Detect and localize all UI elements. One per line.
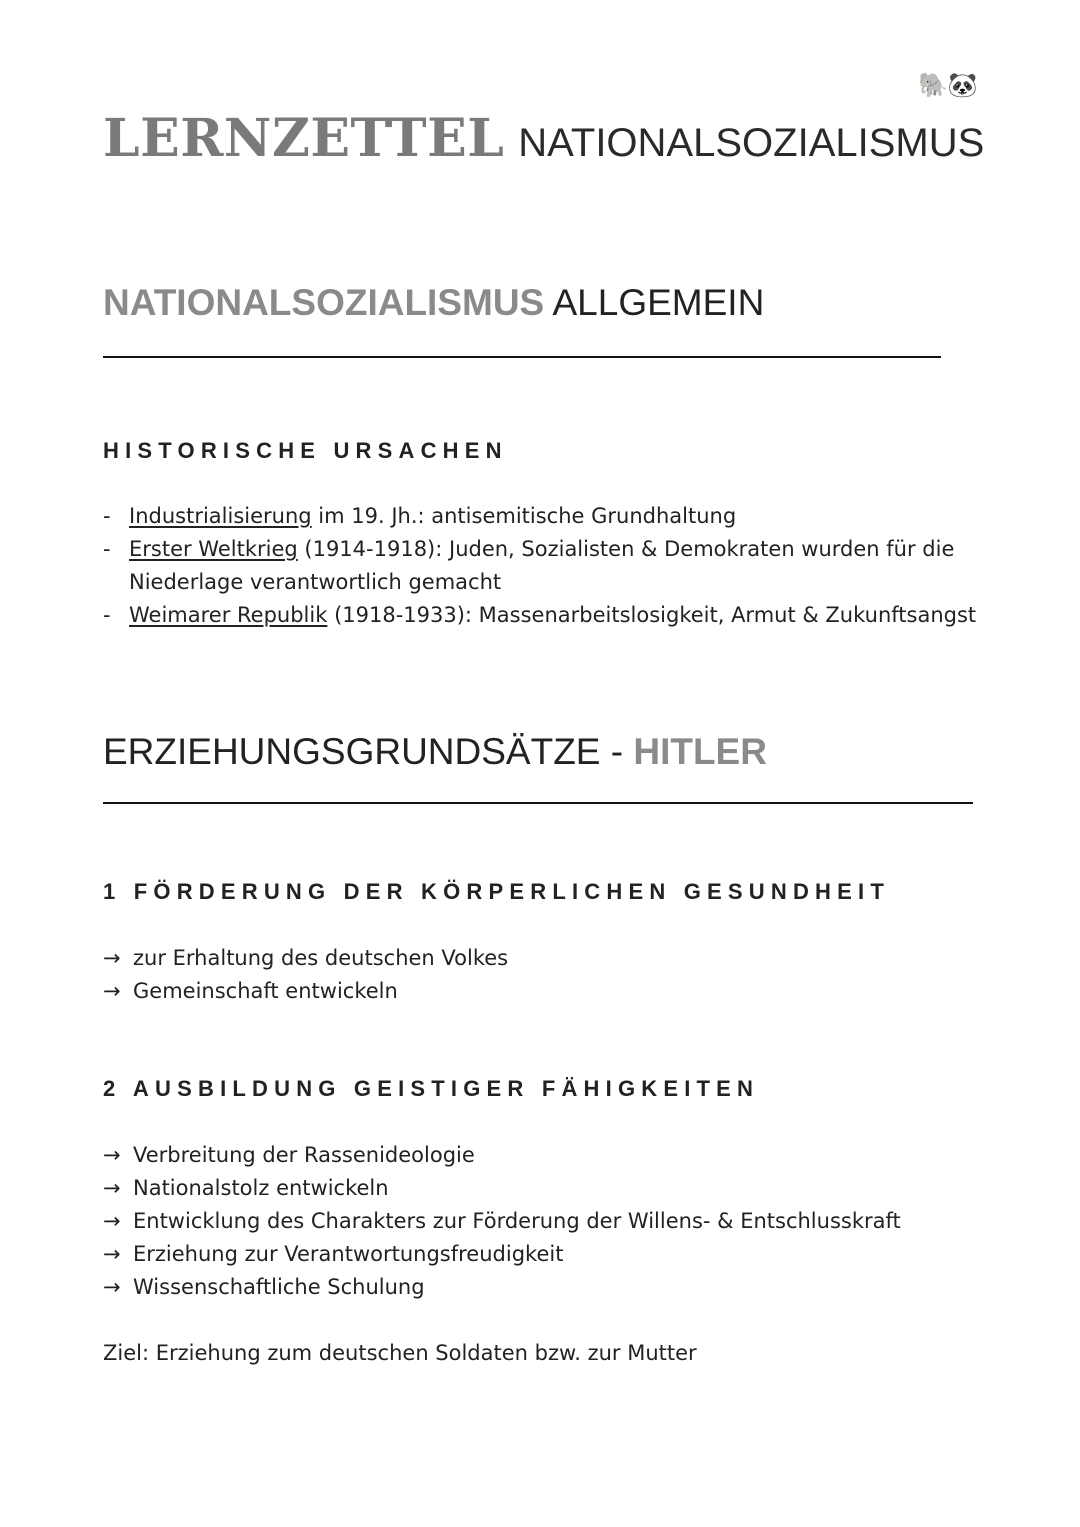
list-item-text: Wissenschaftliche Schulung: [133, 1275, 425, 1299]
list-item: [103, 500, 983, 533]
list-item-text: Entwicklung des Charakters zur Förderung der Willens- & Entschlusskraft: [133, 1209, 901, 1233]
section-divider: [103, 802, 973, 804]
arrow-icon: →: [103, 1176, 121, 1200]
heading-grey-part: HITLER: [633, 731, 767, 772]
list-item-text: Erziehung zur Verantwortungsfreudigkeit: [133, 1242, 564, 1266]
subheading-historische-ursachen: HISTORISCHE URSACHEN: [103, 438, 508, 463]
ausbildung-list: [103, 1139, 901, 1304]
goal-text: Ziel: Erziehung zum deutschen Soldaten bzw. zur Mutter: [103, 1341, 697, 1365]
subheading-foerderung: 1 FÖRDERUNG DER KÖRPERLICHEN GESUNDHEIT: [103, 879, 890, 904]
causes-list: [103, 500, 983, 632]
list-item: [103, 1271, 901, 1304]
list-item-term: Erster Weltkrieg: [129, 537, 298, 561]
section-heading-erziehung: [103, 730, 767, 774]
arrow-icon: →: [103, 1143, 121, 1167]
heading-dark-part: ALLGEMEIN: [552, 282, 765, 323]
heading-dark-part: ERZIEHUNGSGRUNDSÄTZE -: [103, 731, 634, 772]
list-item-text: im 19. Jh.: antisemitische Grundhaltung: [311, 504, 737, 528]
section-divider: [103, 356, 941, 358]
list-item: [103, 533, 983, 599]
arrow-icon: →: [103, 1275, 121, 1299]
list-item: [103, 975, 508, 1008]
list-item-text: Gemeinschaft entwickeln: [133, 979, 398, 1003]
list-item-text: Verbreitung der Rassenideologie: [133, 1143, 475, 1167]
list-item: [103, 1238, 901, 1271]
list-item: [103, 942, 508, 975]
list-item: [103, 599, 983, 632]
list-item-text: zur Erhaltung des deutschen Volkes: [133, 946, 509, 970]
list-item-term: Industrialisierung: [129, 504, 312, 528]
ausbildung-list-container: [103, 1139, 901, 1304]
arrow-icon: →: [103, 1242, 121, 1266]
arrow-icon: →: [103, 979, 121, 1003]
list-item-text: (1914-1918): Juden, Sozialisten & Demokraten wurden für die Niederlage verantwortlich gemacht: [129, 537, 955, 594]
list-item: [103, 1139, 901, 1172]
arrow-icon: →: [103, 946, 121, 970]
section-heading-allgemein: [103, 281, 764, 325]
emoji-decoration: 🐘🐼: [918, 71, 978, 99]
title-main: LERNZETTEL: [103, 108, 505, 169]
list-item-text: Nationalstolz entwickeln: [133, 1176, 389, 1200]
page-title: [103, 108, 984, 169]
list-item-text: (1918-1933): Massenarbeitslosigkeit, Armut & Zukunftsangst: [327, 603, 977, 627]
causes-list-container: [103, 500, 983, 632]
foerderung-list-container: [103, 942, 508, 1008]
list-item: [103, 1205, 901, 1238]
heading-grey-part: NATIONALSOZIALISMUS: [103, 282, 545, 323]
foerderung-list: [103, 942, 508, 1008]
list-item: [103, 1172, 901, 1205]
arrow-icon: →: [103, 1209, 121, 1233]
list-item-term: Weimarer Republik: [129, 603, 328, 627]
title-sub: NATIONALSOZIALISMUS: [518, 121, 985, 165]
subheading-ausbildung: 2 AUSBILDUNG GEISTIGER FÄHIGKEITEN: [103, 1076, 760, 1101]
